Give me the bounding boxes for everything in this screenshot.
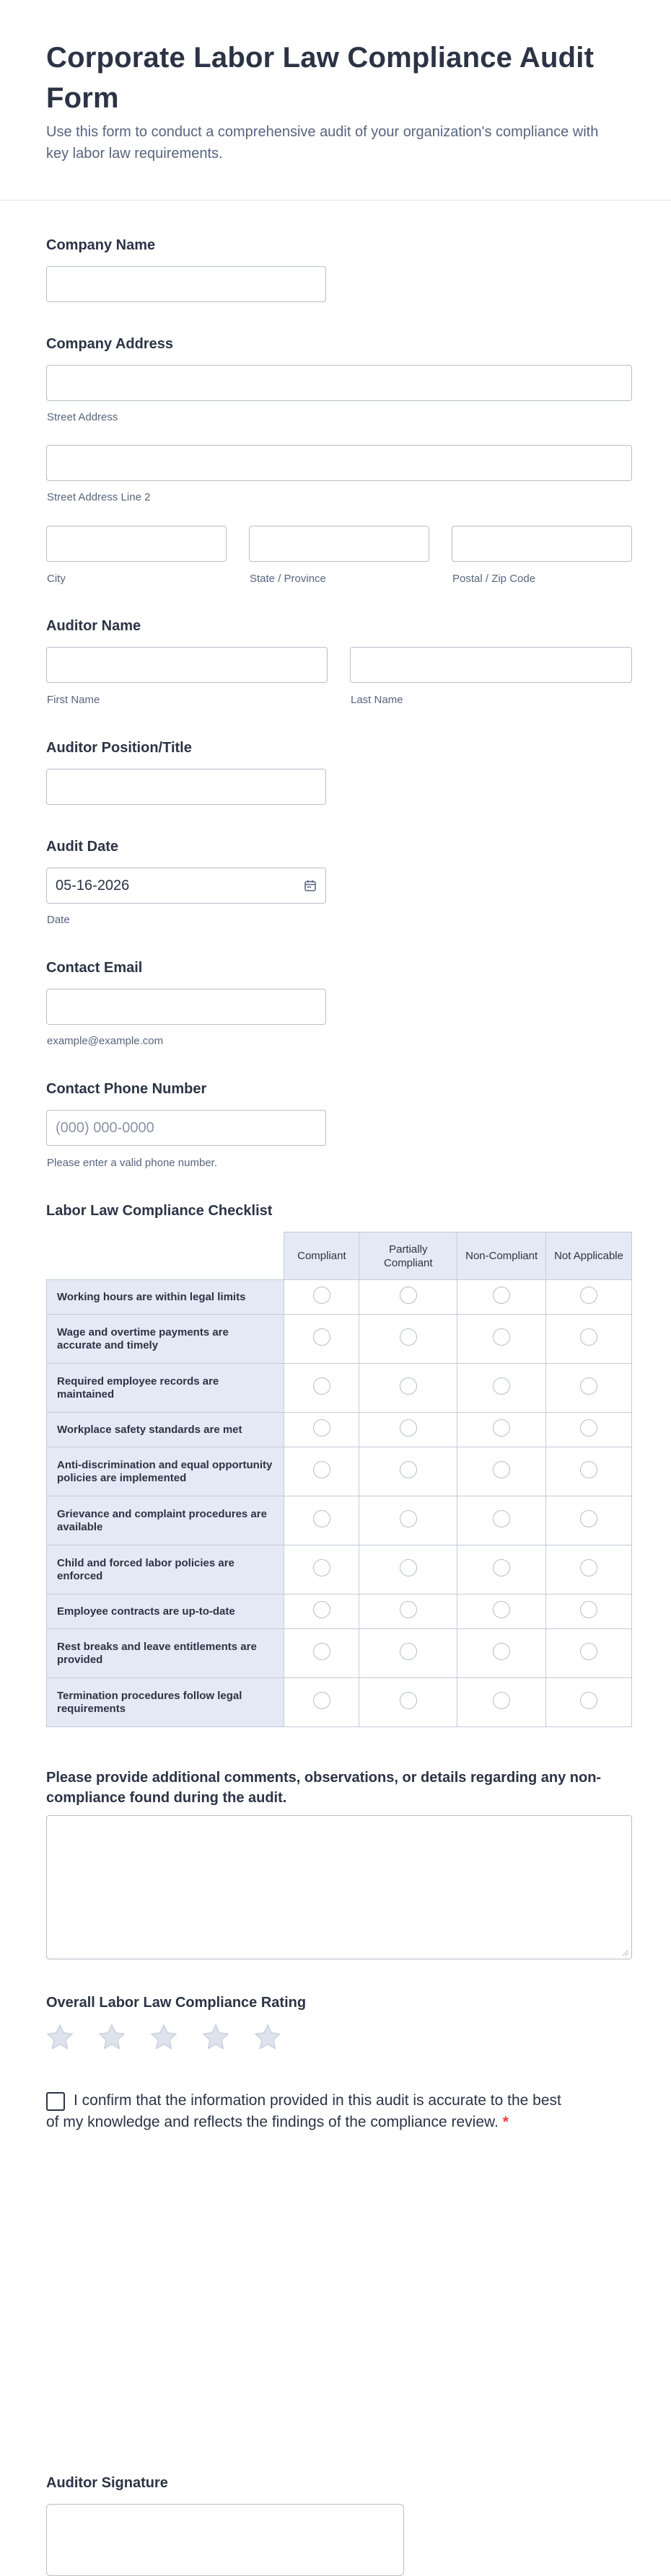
checklist-radio[interactable] (400, 1601, 417, 1618)
contact-phone-sublabel: Please enter a valid phone number. (47, 1157, 217, 1169)
checklist-radio[interactable] (313, 1510, 330, 1527)
checklist-radio[interactable] (493, 1328, 510, 1346)
checklist-radio[interactable] (493, 1287, 510, 1304)
checklist-radio[interactable] (493, 1510, 510, 1527)
checklist-radio[interactable] (400, 1328, 417, 1346)
checklist-radio[interactable] (313, 1692, 330, 1709)
first-name-sublabel: First Name (47, 694, 100, 706)
checklist-label: Labor Law Compliance Checklist (46, 1203, 273, 1219)
checklist-radio[interactable] (493, 1559, 510, 1576)
checklist-row (47, 1280, 632, 1315)
checklist-row (47, 1315, 632, 1364)
street-address-line2-sublabel: Street Address Line 2 (47, 491, 151, 503)
zip-sublabel: Postal / Zip Code (452, 573, 536, 585)
checklist-cell (457, 1315, 546, 1364)
contact-phone-input[interactable] (46, 1110, 326, 1146)
checklist-cell (284, 1678, 359, 1727)
star-icon[interactable] (46, 2024, 74, 2051)
comments-textarea[interactable] (46, 1815, 632, 1959)
checklist-row-label: Child and forced labor policies are enforced (47, 1545, 284, 1594)
audit-date-value: 05-16-2026 (56, 877, 130, 894)
last-name-sublabel: Last Name (351, 694, 403, 706)
checklist-radio[interactable] (580, 1328, 597, 1346)
checklist-radio[interactable] (313, 1419, 330, 1437)
checklist-cell (546, 1364, 632, 1413)
last-name-input[interactable] (350, 647, 632, 683)
checklist-radio[interactable] (400, 1692, 417, 1709)
checklist-row-label: Required employee records are maintained (47, 1364, 284, 1413)
checklist-radio[interactable] (580, 1510, 597, 1527)
checklist-cell (546, 1447, 632, 1496)
checklist-radio[interactable] (313, 1377, 330, 1395)
checklist-row (47, 1678, 632, 1727)
checklist-cell (284, 1629, 359, 1678)
checklist-cell (359, 1496, 457, 1545)
checklist-cell (359, 1545, 457, 1594)
checklist-cell (284, 1594, 359, 1629)
checklist-row-label: Workplace safety standards are met (47, 1413, 284, 1447)
checklist-row-label: Anti-discrimination and equal opportunity policies are implemented (47, 1447, 284, 1496)
signature-pad[interactable] (46, 2504, 404, 2576)
form-title: Corporate Labor Law Compliance Audit Form (46, 42, 595, 114)
checklist-cell (284, 1364, 359, 1413)
checklist-cell (546, 1678, 632, 1727)
checklist-cell (359, 1594, 457, 1629)
checklist-row-label: Rest breaks and leave entitlements are provided (47, 1629, 284, 1678)
signature-label: Auditor Signature (46, 2475, 168, 2491)
checklist-radio[interactable] (400, 1377, 417, 1395)
audit-date-label: Audit Date (46, 839, 118, 855)
checklist-row-label: Working hours are within legal limits (47, 1280, 284, 1315)
checklist-radio[interactable] (400, 1461, 417, 1478)
city-sublabel: City (47, 573, 66, 585)
checklist-radio[interactable] (400, 1643, 417, 1660)
company-name-label: Company Name (46, 237, 156, 253)
checklist-radio[interactable] (313, 1559, 330, 1576)
star-icon[interactable] (150, 2024, 177, 2051)
checklist-radio[interactable] (580, 1559, 597, 1576)
checklist-cell (546, 1594, 632, 1629)
checklist-cell (284, 1413, 359, 1447)
company-address-label: Company Address (46, 336, 173, 352)
checklist-radio[interactable] (580, 1601, 597, 1618)
checklist-cell (359, 1678, 457, 1727)
star-rating (46, 2024, 281, 2051)
checklist-radio[interactable] (313, 1328, 330, 1346)
company-name-input[interactable] (46, 266, 326, 302)
checklist-radio[interactable] (580, 1377, 597, 1395)
checklist-row-label: Wage and overtime payments are accurate and timely (47, 1315, 284, 1364)
checklist-row-label: Termination procedures follow legal requirements (47, 1678, 284, 1727)
checklist-cell (457, 1413, 546, 1447)
checklist-cell (284, 1315, 359, 1364)
contact-email-input[interactable] (46, 989, 326, 1025)
checklist-cell (457, 1364, 546, 1413)
auditor-name-label: Auditor Name (46, 618, 141, 634)
checklist-radio[interactable] (400, 1419, 417, 1437)
checklist-row (47, 1364, 632, 1413)
checklist-cell (457, 1447, 546, 1496)
checklist-cell (457, 1629, 546, 1678)
checklist-row (47, 1629, 632, 1678)
checklist-radio[interactable] (313, 1643, 330, 1660)
star-icon[interactable] (254, 2024, 281, 2051)
state-input[interactable] (249, 526, 429, 562)
form-subtitle: Use this form to conduct a comprehensive audit of your organization's compliance with key labor law requirements. (46, 124, 599, 162)
checklist-cell (546, 1545, 632, 1594)
checklist-cell (546, 1629, 632, 1678)
column-header-not-applicable: Not Applicable (546, 1232, 632, 1280)
street-address-sublabel: Street Address (47, 411, 118, 423)
checklist-radio[interactable] (493, 1419, 510, 1437)
checklist-radio[interactable] (493, 1377, 510, 1395)
checklist-radio[interactable] (580, 1461, 597, 1478)
resize-handle-icon[interactable] (622, 1949, 629, 1957)
checklist-row (47, 1594, 632, 1629)
consent-label: I confirm that the information provided in this audit is accurate to the best of my knowledge and reflects the findings of the compliance review. (46, 2092, 561, 2130)
checklist-cell (457, 1545, 546, 1594)
compliance-checklist-table (46, 1232, 632, 1727)
checklist-cell (359, 1447, 457, 1496)
contact-phone-label: Contact Phone Number (46, 1081, 207, 1097)
checklist-radio[interactable] (400, 1510, 417, 1527)
checklist-radio[interactable] (580, 1419, 597, 1437)
checklist-row (47, 1447, 632, 1496)
checklist-radio[interactable] (313, 1461, 330, 1478)
column-header-partially-compliant: Partially Compliant (359, 1232, 457, 1280)
checklist-row (47, 1545, 632, 1594)
calendar-icon[interactable] (304, 879, 317, 892)
checklist-cell (457, 1496, 546, 1545)
checklist-cell (359, 1364, 457, 1413)
checklist-radio[interactable] (400, 1559, 417, 1576)
checklist-cell (284, 1545, 359, 1594)
checklist-radio[interactable] (313, 1601, 330, 1618)
checklist-radio[interactable] (493, 1601, 510, 1618)
zip-input[interactable] (452, 526, 632, 562)
checklist-row (47, 1496, 632, 1545)
consent-text (46, 2090, 566, 2133)
checklist-radio[interactable] (493, 1692, 510, 1709)
column-header-non-compliant: Non-Compliant (457, 1232, 546, 1280)
checklist-row-label: Employee contracts are up-to-date (47, 1594, 284, 1629)
checklist-cell (359, 1315, 457, 1364)
street-address-line2-input[interactable] (46, 445, 632, 481)
first-name-input[interactable] (46, 647, 328, 683)
checklist-cell (546, 1413, 632, 1447)
state-sublabel: State / Province (250, 573, 326, 585)
city-input[interactable] (46, 526, 227, 562)
checklist-radio[interactable] (313, 1287, 330, 1304)
auditor-position-label: Auditor Position/Title (46, 740, 192, 756)
contact-email-label: Contact Email (46, 960, 143, 976)
checklist-header-row (47, 1232, 632, 1280)
checklist-cell (284, 1280, 359, 1315)
checklist-cell (457, 1280, 546, 1315)
star-icon[interactable] (98, 2024, 126, 2051)
auditor-position-input[interactable] (46, 769, 326, 805)
checklist-cell (284, 1496, 359, 1545)
checklist-cell (359, 1280, 457, 1315)
checklist-cell (457, 1594, 546, 1629)
checklist-cell (284, 1447, 359, 1496)
required-asterisk: * (502, 2114, 509, 2130)
audit-date-input[interactable] (46, 868, 326, 904)
checklist-radio[interactable] (400, 1287, 417, 1304)
checklist-cell (546, 1315, 632, 1364)
checklist-cell (359, 1413, 457, 1447)
checklist-corner (47, 1232, 284, 1280)
checklist-cell (457, 1678, 546, 1727)
column-header-compliant: Compliant (284, 1232, 359, 1280)
checklist-row (47, 1413, 632, 1447)
contact-phone-placeholder: (000) 000-0000 (56, 1119, 154, 1136)
checklist-radio[interactable] (493, 1461, 510, 1478)
checklist-radio[interactable] (580, 1643, 597, 1660)
audit-date-sublabel: Date (47, 914, 70, 926)
checklist-radio[interactable] (580, 1692, 597, 1709)
checklist-radio[interactable] (493, 1643, 510, 1660)
checklist-cell (546, 1496, 632, 1545)
contact-email-sublabel: example@example.com (47, 1035, 164, 1047)
checklist-radio[interactable] (580, 1287, 597, 1304)
star-icon[interactable] (202, 2024, 229, 2051)
comments-label: Please provide additional comments, observations, or details regarding any non-compliance found during the audit. (46, 1770, 602, 1806)
street-address-input[interactable] (46, 365, 632, 401)
rating-label: Overall Labor Law Compliance Rating (46, 1995, 307, 2011)
checklist-cell (546, 1280, 632, 1315)
checklist-row-label: Grievance and complaint procedures are available (47, 1496, 284, 1545)
checklist-body (47, 1280, 632, 1727)
checklist-cell (359, 1629, 457, 1678)
form-header (0, 0, 671, 200)
